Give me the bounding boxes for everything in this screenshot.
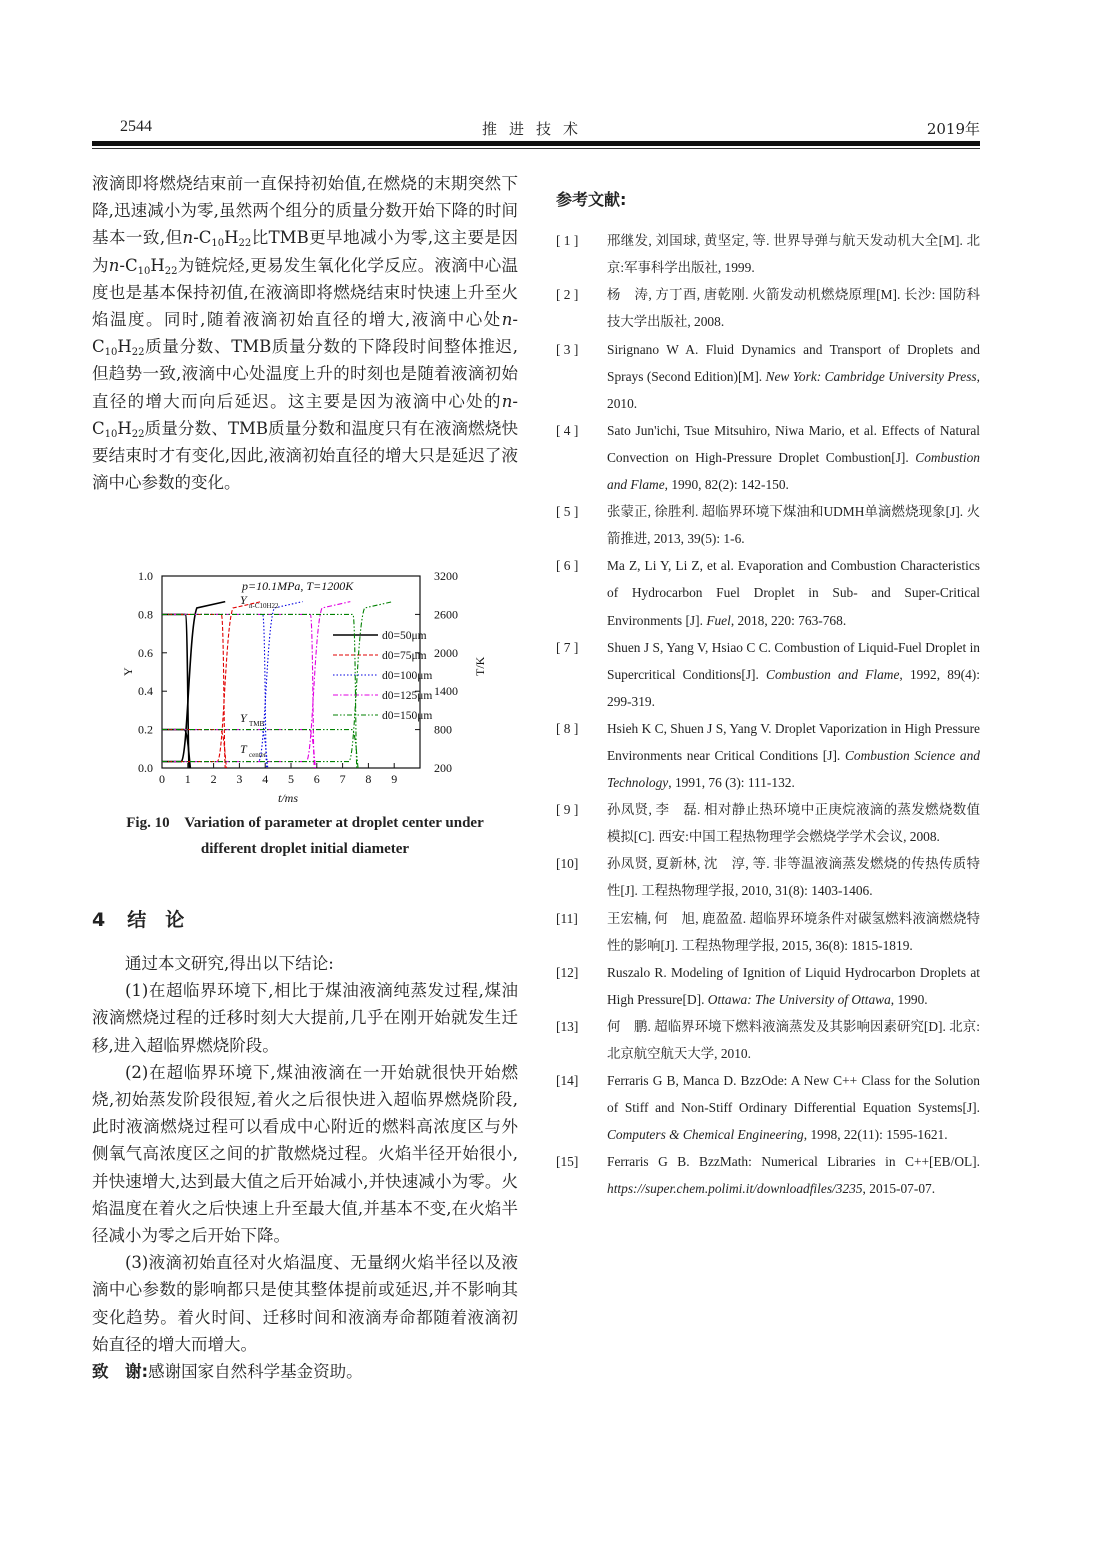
conclusion-3: (3)液滴初始直径对火焰温度、无量纲火焰半径以及液滴中心参数的影响都只是使其整体提前或延迟,并不影响其变化趋势。着火时间、迁移时间和液滴寿命都随着液滴初始直径的增大而增大。 bbox=[92, 1253, 518, 1354]
legend-label: d0=100μm bbox=[382, 670, 433, 682]
reference-number: [ 6 ] bbox=[556, 558, 579, 574]
reference-text: 杨 涛, 方丁酉, 唐乾刚. 火箭发动机燃烧原理[M]. 长沙: 国防科技大学出版社, 2008. bbox=[607, 287, 980, 330]
conclusion-1: (1)在超临界环境下,相比于煤油液滴纯蒸发过程,煤油液滴燃烧过程的迁移时刻大大提前,几乎在刚开始就发生迁移,进入超临界燃烧阶段。 bbox=[92, 981, 518, 1055]
y-tick-label: 1.0 bbox=[138, 569, 153, 583]
reference-text: 孙凤贤, 夏新林, 沈 淳, 等. 非等温液滴蒸发燃烧的传热传质特性[J]. 工程热物理学报, 2010, 31(8): 1403-1406. bbox=[607, 856, 980, 899]
annotation-y-fuel: Y bbox=[240, 593, 247, 607]
reference-source: Ottawa: The University of Ottawa bbox=[707, 991, 891, 1007]
reference-number: [ 8 ] bbox=[556, 720, 579, 736]
formula-prefix: n bbox=[501, 310, 513, 330]
x-tick-label: 0 bbox=[159, 772, 165, 786]
series-tmb-line bbox=[162, 730, 358, 768]
series-fuel-line bbox=[162, 614, 266, 768]
reference-text: Ruszalo R. Modeling of Ignition of Liquid Hydrocarbon Droplets at High Pressure[D]. bbox=[607, 964, 980, 1007]
reference-item bbox=[556, 498, 980, 552]
y2-tick-label: 200 bbox=[434, 761, 452, 775]
conclusion-intro: 通过本文研究,得出以下结论: bbox=[125, 954, 334, 973]
reference-number: [ 3 ] bbox=[556, 341, 579, 357]
formula-subscript: 10 bbox=[104, 428, 118, 440]
y-tick-label: 0.6 bbox=[138, 645, 153, 660]
formula-subscript: 22 bbox=[131, 428, 145, 440]
formula-subscript: 22 bbox=[238, 238, 252, 250]
caption-line-1: Fig. 10 Variation of parameter at droplet center under bbox=[126, 815, 484, 831]
annotation-y-fuel-sub: n-C10H22 bbox=[249, 602, 279, 610]
formula-element: -C bbox=[92, 310, 518, 357]
legend-label: d0=50μm bbox=[382, 630, 427, 642]
x-tick-label: 2 bbox=[210, 772, 217, 786]
y2-tick-label: 2000 bbox=[434, 645, 458, 660]
x-axis-label: t/ms bbox=[278, 791, 299, 805]
conclusion-2: (2)在超临界环境下,煤油液滴在一开始就很快开始燃烧,初始蒸发阶段很短,着火之后很快进入超临界燃烧阶段,此时液滴燃烧过程可以看成中心附近的燃料高浓度区与外侧氧气高浓度区之间的扩散燃烧过程。火焰半径开始很小,并快速增大,达到最大值之后开始减小,并快速减小为零。火焰温度在着火之后快速上升至最大值,并基本不变,在火焰半径减小为零之后开始下降。 bbox=[92, 1062, 518, 1246]
series-temperature-line bbox=[162, 602, 225, 762]
formula-subscript: 10 bbox=[211, 238, 225, 250]
references-column bbox=[556, 186, 980, 1203]
reference-source: Combustion and Flame bbox=[607, 449, 980, 493]
reference-number: [15] bbox=[556, 1154, 579, 1170]
conclusions bbox=[92, 950, 518, 1385]
ack-text: 感谢国家自然科学基金资助。 bbox=[148, 1362, 363, 1382]
y-tick-label: 0.2 bbox=[138, 722, 153, 737]
journal-name: 推进技术 bbox=[481, 120, 590, 138]
series-fuel-line bbox=[162, 614, 357, 768]
reference-number: [ 2 ] bbox=[556, 287, 579, 303]
reference-text: 邢继发, 刘国球, 黄坚定, 等. 世界导弹与航天发动机大全[M]. 北京:军事科学出版社, 1999. bbox=[607, 233, 980, 276]
reference-item bbox=[556, 959, 980, 1013]
legend-label: d0=125μm bbox=[382, 690, 433, 702]
x-tick-label: 8 bbox=[365, 772, 372, 786]
body-text: 质量分数、TMB质量分数的下降段时间整体推迟,但趋势一致,液滴中心处温度上升的时刻也是随着液滴初始直径的增大而向后延迟。这主要是因为液滴中心处的 bbox=[92, 337, 518, 411]
reference-text: Shuen J S, Yang V, Hsiao C C. Combustion of Liquid-Fuel Droplet in Supercritical Conditions[J]. bbox=[607, 639, 980, 682]
body-paragraph bbox=[92, 170, 518, 496]
reference-number: [12] bbox=[556, 964, 579, 980]
reference-number: [ 4 ] bbox=[556, 422, 579, 438]
section-number: 4 bbox=[92, 909, 106, 931]
annotation-y-tmb: Y bbox=[240, 711, 247, 725]
formula-subscript: 22 bbox=[131, 347, 145, 359]
reference-number: [ 9 ] bbox=[556, 802, 579, 818]
reference-text: Sirignano W A. Fluid Dynamics and Transport of Droplets and Sprays (Second Edition)[M]. bbox=[607, 341, 980, 384]
reference-text: , 2018, 220: 763-768. bbox=[730, 612, 847, 628]
reference-source: Computers & Chemical Engineering bbox=[607, 1127, 804, 1143]
ack-label: 致 谢: bbox=[92, 1362, 149, 1382]
legend-label: d0=150μm bbox=[382, 710, 433, 722]
x-tick-label: 6 bbox=[313, 772, 320, 786]
reference-text: 王宏楠, 何 旭, 鹿盈盈. 超临界环境条件对碳氢燃料液滴燃烧特性的影响[J]. 工程热物理学报, 2015, 36(8): 1815-1819. bbox=[607, 910, 980, 953]
formula-subscript: 10 bbox=[137, 265, 151, 277]
reference-item bbox=[556, 850, 980, 904]
body-text: 比TMB更早地减小为零,这主要是因为 bbox=[92, 228, 518, 275]
formula-element: H bbox=[117, 418, 132, 438]
y-tick-label: 0.4 bbox=[138, 684, 153, 699]
section-title: 结 论 bbox=[127, 909, 185, 931]
reference-text: , 1998, 22(11): 1595-1621. bbox=[803, 1127, 948, 1143]
annotation-t-center: T bbox=[240, 742, 247, 756]
reference-item bbox=[556, 1067, 980, 1148]
section-heading bbox=[92, 905, 206, 932]
figure-10-chart bbox=[108, 565, 508, 810]
series-temperature-line bbox=[162, 602, 303, 762]
x-tick-label: 1 bbox=[184, 772, 191, 786]
y2-tick-label: 1400 bbox=[434, 684, 458, 699]
formula-element: -C bbox=[92, 391, 518, 438]
body-text: 为链烷烃,更易发生氧化化学反应。液滴中心温度也是基本保持初值,在液滴即将燃烧结束时快速上升至火焰温度。同时,随着液滴初始直径的增大,液滴中心处 bbox=[92, 255, 519, 330]
reference-text: , 1992, 89(4): 299-319. bbox=[607, 666, 980, 709]
reference-source: Fuel bbox=[706, 612, 731, 628]
page-number: 2544 bbox=[120, 118, 152, 135]
reference-source: https://super.chem.polimi.it/downloadfiles/3235 bbox=[607, 1181, 863, 1197]
annotation-t-center-sub: center bbox=[249, 751, 267, 759]
header-rule-thin bbox=[92, 148, 980, 149]
y2-axis-label: T/K bbox=[473, 656, 487, 676]
reference-text: Ferraris G B. BzzMath: Numerical Libraries in C++[EB/OL]. bbox=[607, 1154, 980, 1170]
x-tick-label: 4 bbox=[262, 772, 269, 786]
reference-number: [ 5 ] bbox=[556, 504, 579, 520]
reference-item bbox=[556, 634, 980, 715]
annotation-y-tmb-sub: TMB bbox=[249, 720, 265, 728]
body-text: 质量分数、TMB质量分数和温度只有在液滴燃烧快要结束时才有变化,因此,液滴初始直径的增大只是延迟了液滴中心参数的变化。 bbox=[92, 418, 518, 493]
reference-item bbox=[556, 715, 980, 796]
x-tick-label: 9 bbox=[391, 772, 398, 786]
caption-line-2: different droplet initial diameter bbox=[200, 841, 410, 857]
reference-source: Combustion Science and Technology bbox=[607, 747, 980, 791]
reference-number: [ 7 ] bbox=[556, 639, 579, 655]
reference-list bbox=[556, 227, 980, 1202]
reference-text: , 1990. bbox=[890, 991, 928, 1007]
reference-number: [14] bbox=[556, 1073, 579, 1089]
acknowledgement bbox=[92, 1358, 518, 1385]
series-temperature-line bbox=[162, 602, 261, 762]
reference-number: [13] bbox=[556, 1018, 579, 1034]
x-tick-label: 7 bbox=[339, 772, 346, 786]
header-rule-thick bbox=[92, 141, 980, 146]
reference-item bbox=[556, 281, 980, 335]
legend-label: d0=75μm bbox=[382, 650, 427, 662]
reference-item bbox=[556, 1013, 980, 1067]
left-column bbox=[92, 170, 518, 496]
formula-element: -C bbox=[119, 255, 138, 275]
reference-text: , 1990, 82(2): 142-150. bbox=[664, 477, 789, 493]
series-temperature-line bbox=[162, 602, 350, 762]
reference-text: 张蒙正, 徐胜利. 超临界环境下煤油和UDMH单滴燃烧现象[J]. 火箭推进, 2013, 39(5): 1-6. bbox=[607, 504, 980, 547]
y-tick-label: 0.8 bbox=[138, 607, 153, 622]
x-tick-label: 3 bbox=[236, 772, 243, 786]
figure-caption bbox=[92, 810, 518, 862]
reference-text: Ferraris G B, Manca D. BzzOde: A New C++ Class for the Solution of Stiff and Non-Stiff Ordinary Differential Equation Systems[J]. bbox=[607, 1073, 980, 1116]
reference-source: New York: Cambridge University Press bbox=[765, 368, 977, 384]
body-text: 液滴即将燃烧结束前一直保持初始值,在燃烧的末期突然下降,迅速减小为零,虽然两个组分的质量分数开始下降的时间基本一致,但 bbox=[92, 174, 518, 248]
series-fuel-line bbox=[162, 614, 225, 768]
reference-item bbox=[556, 227, 980, 281]
reference-number: [11] bbox=[556, 910, 578, 926]
series-temperature-line bbox=[162, 602, 393, 762]
reference-text: , 2010. bbox=[607, 368, 980, 411]
formula-prefix: n bbox=[501, 391, 513, 411]
y2-tick-label: 800 bbox=[434, 722, 452, 737]
formula-element: H bbox=[224, 228, 239, 248]
reference-number: [10] bbox=[556, 856, 579, 872]
page-header bbox=[92, 118, 980, 138]
reference-text: Sato Jun'ichi, Tsue Mitsuhiro, Niwa Mario, et al. Effects of Natural Convection on High-Pressure Droplet Combustion[J]. bbox=[607, 422, 980, 465]
formula-element: H bbox=[117, 337, 132, 357]
formula-prefix: n bbox=[108, 255, 120, 275]
reference-item bbox=[556, 417, 980, 498]
reference-item bbox=[556, 796, 980, 850]
y2-tick-label: 3200 bbox=[434, 569, 458, 583]
reference-item bbox=[556, 1148, 980, 1202]
reference-source: Combustion and Flame bbox=[766, 666, 900, 682]
chart-title: p=10.1MPa, T=1200K bbox=[242, 579, 354, 593]
reference-text: Ma Z, Li Y, Li Z, et al. Evaporation and Combustion Characteristics of Hydrocarbon Fuel Droplet in Sub- and Super-Critical Environments [J]. bbox=[607, 558, 980, 628]
formula-element: H bbox=[150, 255, 165, 275]
reference-item bbox=[556, 336, 980, 417]
y2-tick-label: 2600 bbox=[434, 607, 458, 622]
reference-text: 孙凤贤, 李 磊. 相对静止热环境中正庚烷液滴的蒸发燃烧数值模拟[C]. 西安:中国工程热物理学会燃烧学学术会议, 2008. bbox=[607, 802, 980, 845]
y-axis-label: Y bbox=[121, 667, 135, 676]
y-tick-label: 0.0 bbox=[138, 761, 153, 775]
references-heading: 参考文献: bbox=[556, 190, 627, 209]
reference-number: [ 1 ] bbox=[556, 233, 579, 249]
reference-text: Hsieh K C, Shuen J S, Yang V. Droplet Vaporization in High Pressure Environments near Critical Conditions [J]. bbox=[607, 720, 980, 763]
formula-prefix: n bbox=[182, 228, 194, 248]
reference-item bbox=[556, 905, 980, 959]
reference-item bbox=[556, 552, 980, 633]
reference-text: , 2015-07-07. bbox=[862, 1181, 936, 1197]
reference-text: , 1991, 76 (3): 111-132. bbox=[668, 775, 795, 791]
journal-year: 2019年 bbox=[926, 120, 980, 138]
reference-text: 何 鹏. 超临界环境下燃料液滴蒸发及其影响因素研究[D]. 北京:北京航空航天大学, 2010. bbox=[607, 1018, 980, 1062]
formula-subscript: 22 bbox=[164, 265, 178, 277]
x-tick-label: 5 bbox=[288, 772, 294, 786]
formula-subscript: 10 bbox=[104, 347, 118, 359]
formula-element: -C bbox=[193, 228, 212, 248]
